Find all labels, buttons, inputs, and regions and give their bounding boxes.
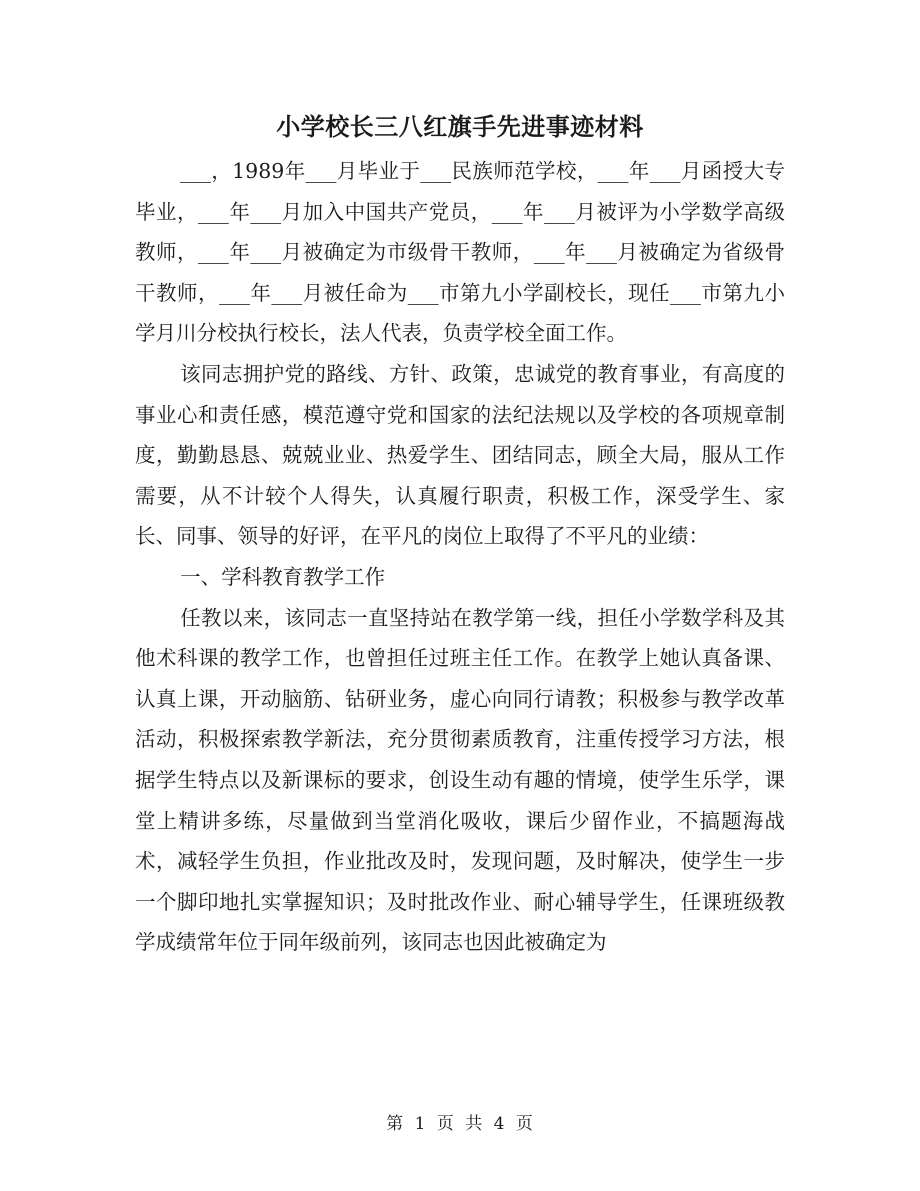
document-title: 小学校长三八红旗手先进事迹材料: [276, 112, 644, 141]
paragraph-biography: ___，1989年___月毕业于___民族师范学校，___年___月函授大专毕业，___年___月加入中国共产党员，___年___月被评为小学数学高级教师，___年___月被确定为市级骨干教师，___年___月被确定为省级骨干教师，___年___月被任命为___市第九小学副校长，现任___市第九小学月川分校执行校长，法人代表，负责学校全面工作。: [135, 159, 785, 346]
document-body: [135, 151, 785, 963]
page-number-footer: 第 1 页 共 4 页: [386, 1114, 534, 1134]
paragraph-character: 该同志拥护党的路线、方针、政策，忠诚党的教育事业，有高度的事业心和责任感，模范遵守党和国家的法纪法规以及学校的各项规章制度，勤勤恳恳、兢兢业业、热爱学生、团结同志，顾全大局，服从工作需要，从不计较个人得失，认真履行职责，积极工作，深受学生、家长、同事、领导的好评，在平凡的岗位上取得了不平凡的业绩：: [135, 361, 785, 549]
paragraph-teaching: 任教以来，该同志一直坚持站在教学第一线，担任小学数学科及其他术科课的教学工作，也曾担任过班主任工作。在教学上她认真备课、认真上课，开动脑筋、钻研业务，虚心向同行请教；积极参与教学改革活动，积极探索教学新法，充分贯彻素质教育，注重传授学习方法，根据学生特点以及新课标的要求，创设生动有趣的情境，使学生乐学，课堂上精讲多练，尽量做到当堂消化吸收，课后少留作业，不搞题海战术，减轻学生负担，作业批改及时，发现问题，及时解决，使学生一步一个脚印地扎实掌握知识；及时批改作业、耐心辅导学生，任课班级教学成绩常年位于同年级前列，该同志也因此被确定为: [135, 605, 785, 955]
section-heading-teaching: 一、学科教育教学工作: [180, 564, 386, 589]
